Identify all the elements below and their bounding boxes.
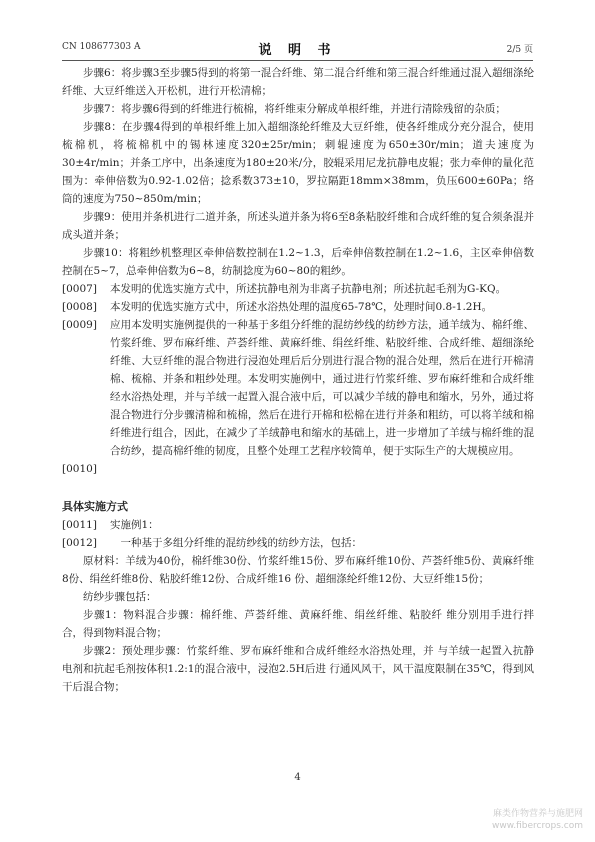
step-paragraph: 步骤8：在步骤4得到的单根纤维上加入超细涤纶纤维及大豆纤维，使各纤维成分充分混合，使用梳棉机，将梳棉机中的锡林速度320±25r/min；刺辊速度为650±30r/min；道夫速度为30±4r/min；并条工序中，出条速度为180±20米/分，胶辊采用尼龙抗静电皮辊；张力牵伸的量化范围为：牵伸倍数为0.92-1.02倍；捻系数373±10，罗拉隔距18mm×38mm，负压600±60Pa；络筒的速度为750~850m/min；	[62, 121, 534, 205]
patent-number: CN 108677303 A	[62, 42, 141, 52]
paragraph-number: [0007]	[62, 283, 97, 295]
paragraph-text: 本发明的优选实施方式中，所述水浴热处理的温度65-78℃，处理时间0.8-1.2H。	[110, 301, 493, 313]
paragraph-text: 实施例1：	[110, 519, 159, 531]
document-title: 说 明 书	[258, 43, 337, 58]
step-paragraph: 步骤1：物料混合步骤：棉纤维、芦荟纤维、黄麻纤维、绢丝纤维、粘胶纤 维分别用手进行拌合，得到物料混合物；	[62, 609, 534, 639]
paragraph-number: [0010]	[62, 463, 97, 475]
numbered-paragraph	[62, 460, 534, 478]
numbered-paragraph	[62, 316, 534, 460]
step-paragraph: 步骤9：使用并条机进行二道并条，所述头道并条为将6至8条粘胶纤维和合成纤维的复合须条混并成头道并条；	[62, 211, 534, 241]
document-body	[62, 64, 534, 696]
steps-label: 纺纱步骤包括：	[83, 591, 157, 603]
page-header	[62, 42, 533, 56]
watermark-title: 麻类作物营养与施肥网	[492, 809, 583, 819]
page-number: 4	[294, 772, 301, 783]
paragraph-text: 本发明的优选实施方式中，所述抗静电剂为非离子抗静电剂；所述抗起毛剂为G-KQ。	[110, 283, 507, 295]
step-paragraph: 步骤6：将步骤3至步骤5得到的将第一混合纤维、第二混合纤维和第三混合纤维通过混入超细涤纶纤维、大豆纤维送入开松机，进行开松清棉；	[62, 67, 534, 97]
paragraph-number: [0011]	[62, 519, 97, 531]
section-heading: 具体实施方式	[62, 500, 128, 513]
numbered-paragraph	[62, 516, 534, 534]
spacer	[62, 478, 534, 496]
step-paragraph: 步骤2：预处理步骤：竹浆纤维、罗布麻纤维和合成纤维经水浴热处理，并 与羊绒一起置入抗静电剂和抗起毛剂按体积1.2:1的混合液中，浸泡2.5H后进 行通风风干，风干温度限制在35℃，得到风干后混合物；	[62, 645, 534, 693]
numbered-paragraph	[62, 298, 534, 316]
paragraph-text: 一种基于多组分纤维的混纺纱线的纺纱方法，包括：	[120, 537, 362, 549]
numbered-paragraph	[62, 280, 534, 298]
paragraph-number: [0012]	[62, 537, 97, 549]
numbered-paragraph	[62, 534, 534, 552]
paragraph-number: [0009]	[62, 319, 97, 331]
step-paragraph: 步骤7：将步骤6得到的纤维进行梳棉，将纤维束分解成单根纤维，并进行清除残留的杂质；	[83, 103, 506, 115]
watermark	[492, 808, 583, 832]
materials-paragraph: 原材料：羊绒为40份，棉纤维30份、竹浆纤维15份、罗布麻纤维10份、芦荟纤维5份、黄麻纤维8份、绢丝纤维8份、粘胶纤维12份、合成纤维16 份、超细涤纶纤维12份、大豆纤维15份；	[62, 555, 534, 585]
page-counter: 2/5 页	[506, 45, 533, 55]
paragraph-text: 应用本发明实施例提供的一种基于多组分纤维的混纺纱线的纺纱方法，通羊绒为、棉纤维、竹浆纤维、罗布麻纤维、芦荟纤维、黄麻纤维、绢丝纤维、粘胶纤维、合成纤维、超细涤纶纤维、大豆纤维的混合物进行浸泡处理后后分别进行混合物的混合处理，然后在进行开棉清棉、梳棉、并条和粗纱处理。本发明实施例中，通过进行竹浆纤维、罗布麻纤维和合成纤维经水浴热处理，并与羊绒一起置入混合液中后，可以减少羊绒的静电和缩水，另外，通过将混合物进行分步骤清棉和梳棉，然后在进行开棉和松棉在进行并条和粗纺，可以将羊绒和棉纤维进行组合，因此，在减少了羊绒静电和缩水的基础上，进一步增加了羊绒与棉纤维的混合纺纱，提高棉纤维的韧度，且整个处理工艺程序较简单，便于实际生产的大规模应用。	[110, 319, 534, 457]
header-rule	[62, 60, 533, 61]
watermark-url: www.fibercrops.com	[492, 821, 583, 831]
step-paragraph: 步骤10：将粗纱机整理区牵伸倍数控制在1.2~1.3，后牵伸倍数控制在1.2~1.6，主区牵伸倍数控制在5~7，总牵伸倍数为6~8，纺制捻度为60~80的粗纱。	[62, 247, 534, 277]
paragraph-number: [0008]	[62, 301, 97, 313]
